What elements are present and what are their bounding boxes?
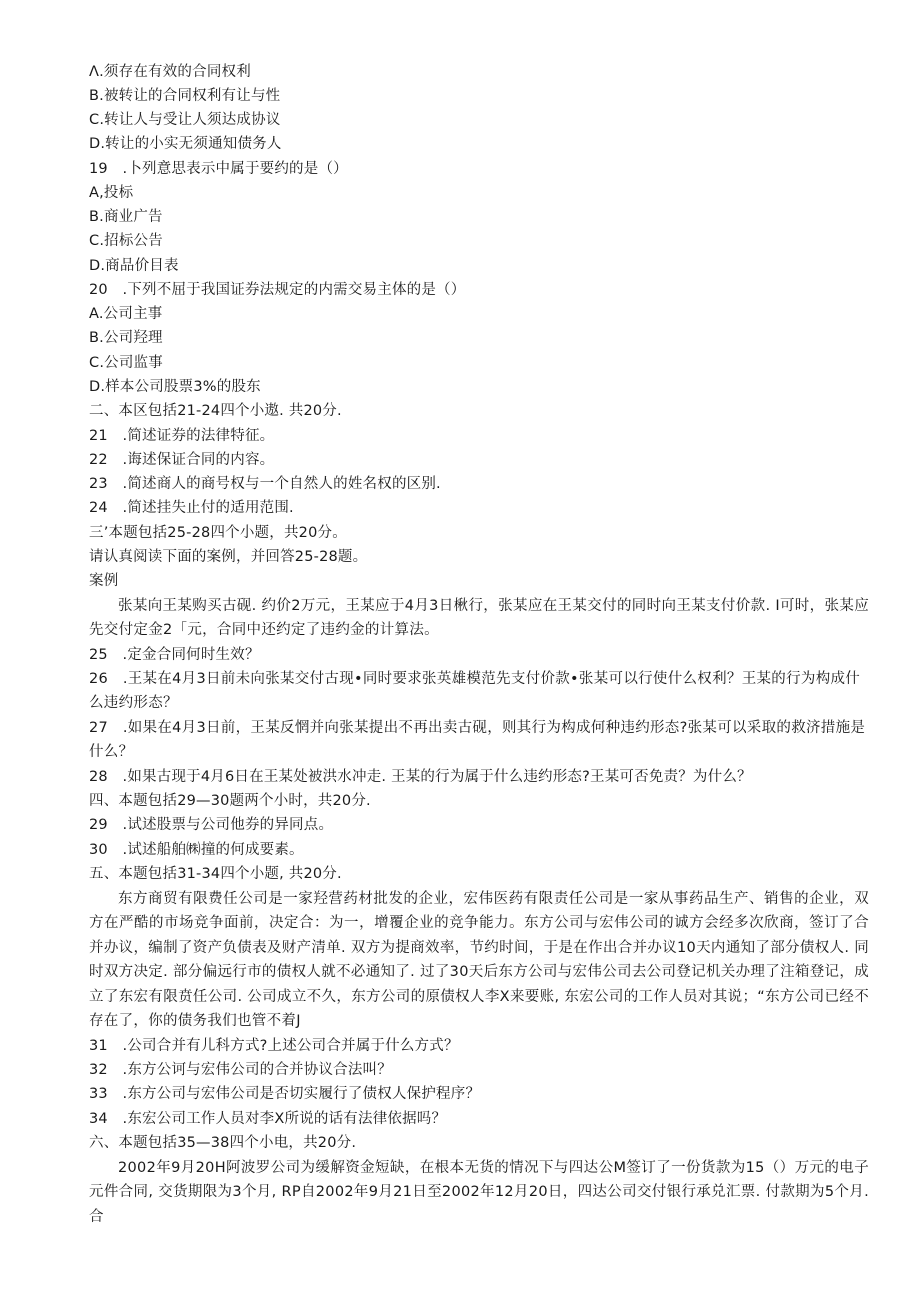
q20-stem: 20 .下列不屈于我国证券法规定的内需交易主体的是（） (89, 282, 466, 298)
section2-heading: 二、本区包括21-24四个小遨. 共20分. (89, 403, 342, 419)
q32: 32 .东方公诃与宏伟公司的合并协议合法叫？ (89, 1062, 392, 1078)
case-text-1: 张某向王某购买古砚. 约价2万元，王某应于4月3日楸行，张某应在王某交付的同时向王某支付价款. I可时，张某应先交付定金2「元，合同中还约定了违约金的计算法。 (89, 598, 869, 639)
section3-heading: 三’本题包括25-28四个小题，共20分。 (89, 525, 347, 541)
case-label: 案例 (89, 573, 119, 589)
q18-option-c: C.转让人与受让人须达成协议 (89, 112, 281, 128)
q27: 27 .如果在4月3日前，王某反惘并向张某提出不再出卖古砚，则其行为构成何种违约形态?张某可以采取的救济措施是什么？ (89, 720, 866, 761)
section6-heading: 六、本题包括35—38四个小电，共20分. (89, 1135, 357, 1151)
q30: 30 .试述船舶㈱撞的何成要素。 (89, 842, 304, 858)
q20-option-d: D.样本公司股票3%的股东 (89, 379, 261, 395)
q25: 25 .定金合同何时生效？ (89, 647, 260, 663)
q28: 28 .如果古现于4月6日在王某处被洪水冲走. 王某的行为属于什么违约形态?王某可否免责？为什么？ (89, 769, 752, 785)
section4-heading: 四、本题包括29—30题两个小时，共20分. (89, 793, 371, 809)
q23: 23 .简述商人的商号权与一个自然人的姓名权的区别. (89, 476, 441, 492)
case-text-3: 2002年9月20H阿波罗公司为缓解资金短缺，在根本无货的情况下与四达公M签订了一份货款为15（）万元的电子元件合同, 交货期限为3个月, RP自2002年9月21日至2002年12月20日，四达公司交付银行承兑汇票. 付款期为5个月. 合 (89, 1160, 869, 1225)
q19-option-c: C.招标公告 (89, 233, 163, 249)
q31: 31 .公司合并有儿科方式?上述公司合并属于什么方式？ (89, 1038, 459, 1054)
q24: 24 .简述挂失止付的适用范围. (89, 500, 294, 516)
q18-option-d: D.转让的小实无须通知债务人 (89, 136, 282, 152)
q22: 22 .诲述保证合同的内容。 (89, 452, 275, 468)
q34: 34 .东宏公司工作人员对李X所说的话有法律依据吗？ (89, 1111, 447, 1127)
q21: 21 .简述证券的法律特征。 (89, 428, 275, 444)
q19-option-b: B.商业广告 (89, 209, 163, 225)
q19-option-d: D.商品价目表 (89, 258, 179, 274)
section5-heading: 五、本题包括31-34四个小题, 共20分. (89, 866, 342, 882)
section3-intro: 请认真阅读下面的案例，并回答25-28题。 (89, 549, 368, 565)
q19-option-a: A,投标 (89, 185, 134, 201)
q18-option-b: B.被转让的合同权利有让与性 (89, 88, 281, 104)
q29: 29 .试述股票与公司他券的异同点。 (89, 817, 334, 833)
q26: 26 .王某在4月3日前未向张某交付古现•同时要求张英雄模范先支付价款•张某可以行使什么权利？王某的行为构成什么违约形态？ (89, 671, 861, 712)
q20-option-b: B.公司羟理 (89, 330, 163, 346)
q33: 33 .东方公司与宏伟公司是否切实履行了债权人保护程序？ (89, 1086, 481, 1102)
case-text-2: 东方商贸有限费任公司是一家羟营药材批发的企业，宏伟医药有限责任公司是一家从事药品生产、销售的企业，双方在严酷的市场竞争面前，决定合：为一，增覆企业的竞争能力。东方公司与宏伟公司的诚方会经多次欣商，签订了合并办议，编制了资产负债表及财产清单. 双方为提商效率，节约时间，于是在作出合并办议10天内通知了部分债权人. 同时双方决定. 部分偏远行市的债权人就不必通知了. 过了30天后东方公司与宏伟公司去公司登记机关办理了注箱登记，成立了东宏有限贲任公司. 公司成立不久，东方公司的原债权人李X来要账, 东宏公司的工作人员对其说；“东方公司已经不存在了，你的债务我们也管不着J (89, 891, 869, 1030)
q19-stem: 19 .卜列意思表示中属于要约的是（） (89, 161, 348, 177)
q20-option-a: A.公司主事 (89, 306, 163, 322)
q20-option-c: C.公司监事 (89, 355, 163, 371)
q18-option-a: Λ.须存在有效的合同权利 (89, 64, 251, 80)
